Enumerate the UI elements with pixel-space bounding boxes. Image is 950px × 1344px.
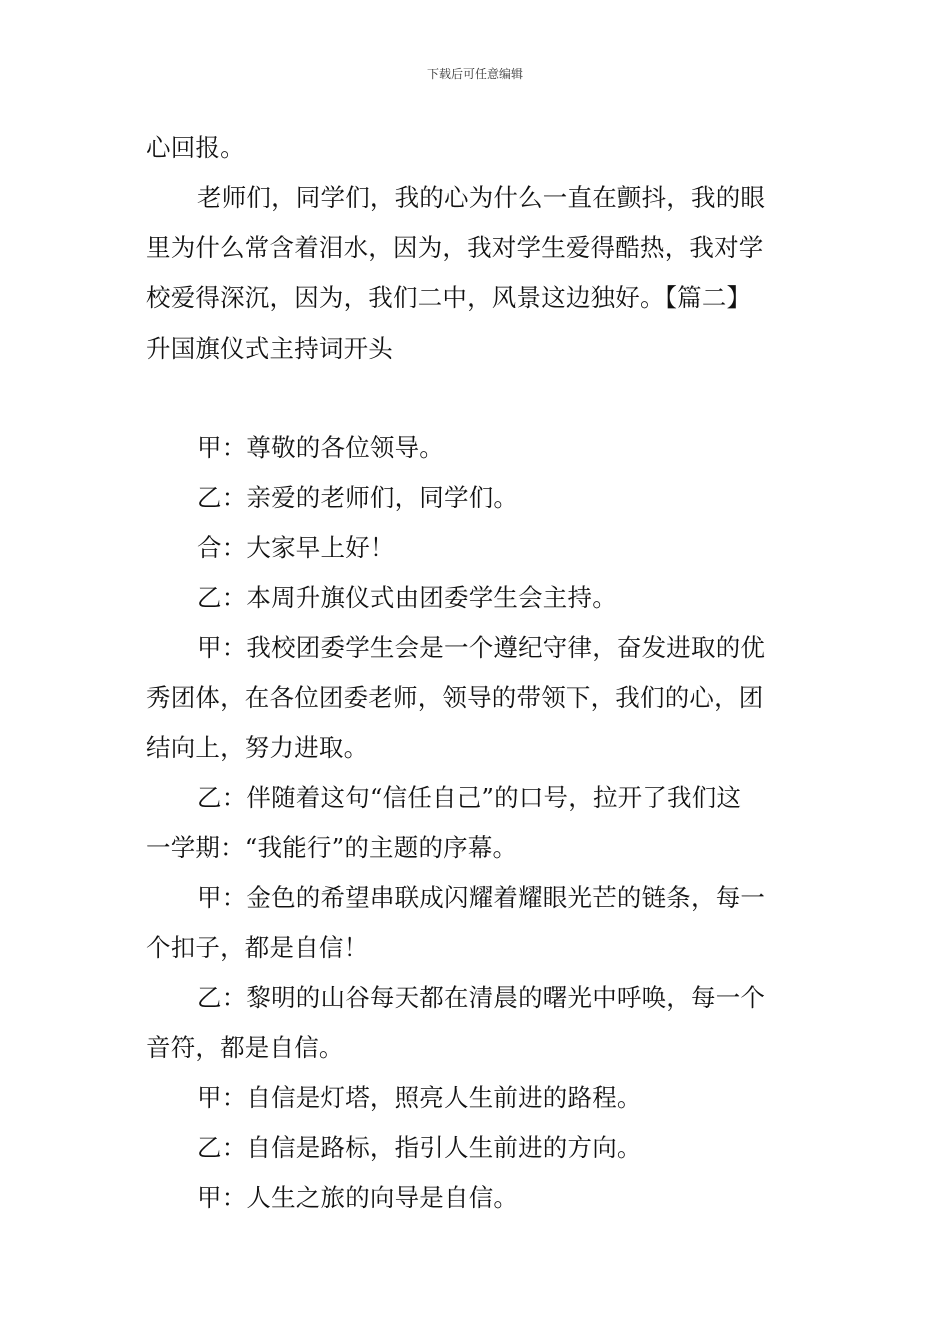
- text-line: 乙：亲爱的老师们，同学们。: [197, 483, 519, 512]
- text-line: 音符，都是自信。: [146, 1033, 344, 1062]
- text-line: 一学期：“我能行”的主题的序幕。: [146, 833, 518, 862]
- text-line: 合：大家早上好！: [197, 533, 395, 562]
- text-line: 心回报。: [146, 133, 245, 162]
- text-line: 老师们，同学们，我的心为什么一直在颤抖，我的眼: [197, 183, 766, 212]
- text-line: 秀团体，在各位团委老师，领导的带领下，我们的心，团: [146, 683, 764, 712]
- page-header: 下载后可任意编辑: [426, 67, 523, 81]
- text-line: 校爱得深沉，因为，我们二中，风景这边独好。【篇二】: [146, 283, 752, 312]
- text-line: 里为什么常含着泪水，因为，我对学生爱得酷热，我对学: [146, 233, 764, 262]
- text-line: 结向上，努力进取。: [146, 733, 369, 762]
- text-line: 乙：自信是路标，指引人生前进的方向。: [197, 1133, 642, 1162]
- text-line: 乙：黎明的山谷每天都在清晨的曙光中呼唤，每一个: [197, 983, 766, 1012]
- text-line: 乙：伴随着这句“信任自己”的口号，拉开了我们这: [197, 783, 742, 812]
- text-line: 个扣子，都是自信！: [146, 933, 369, 962]
- section-heading: 升国旗仪式主持词开头: [146, 334, 393, 363]
- text-line: 甲：尊敬的各位领导。: [197, 433, 444, 462]
- text-line: 甲：自信是灯塔，照亮人生前进的路程。: [197, 1083, 642, 1112]
- text-line: 乙：本周升旗仪式由团委学生会主持。: [197, 583, 617, 612]
- text-line: 甲：我校团委学生会是一个遵纪守律，奋发进取的优: [197, 633, 766, 662]
- text-line: 甲：人生之旅的向导是自信。: [197, 1183, 519, 1212]
- text-line: 甲：金色的希望串联成闪耀着耀眼光芒的链条，每一: [197, 883, 766, 912]
